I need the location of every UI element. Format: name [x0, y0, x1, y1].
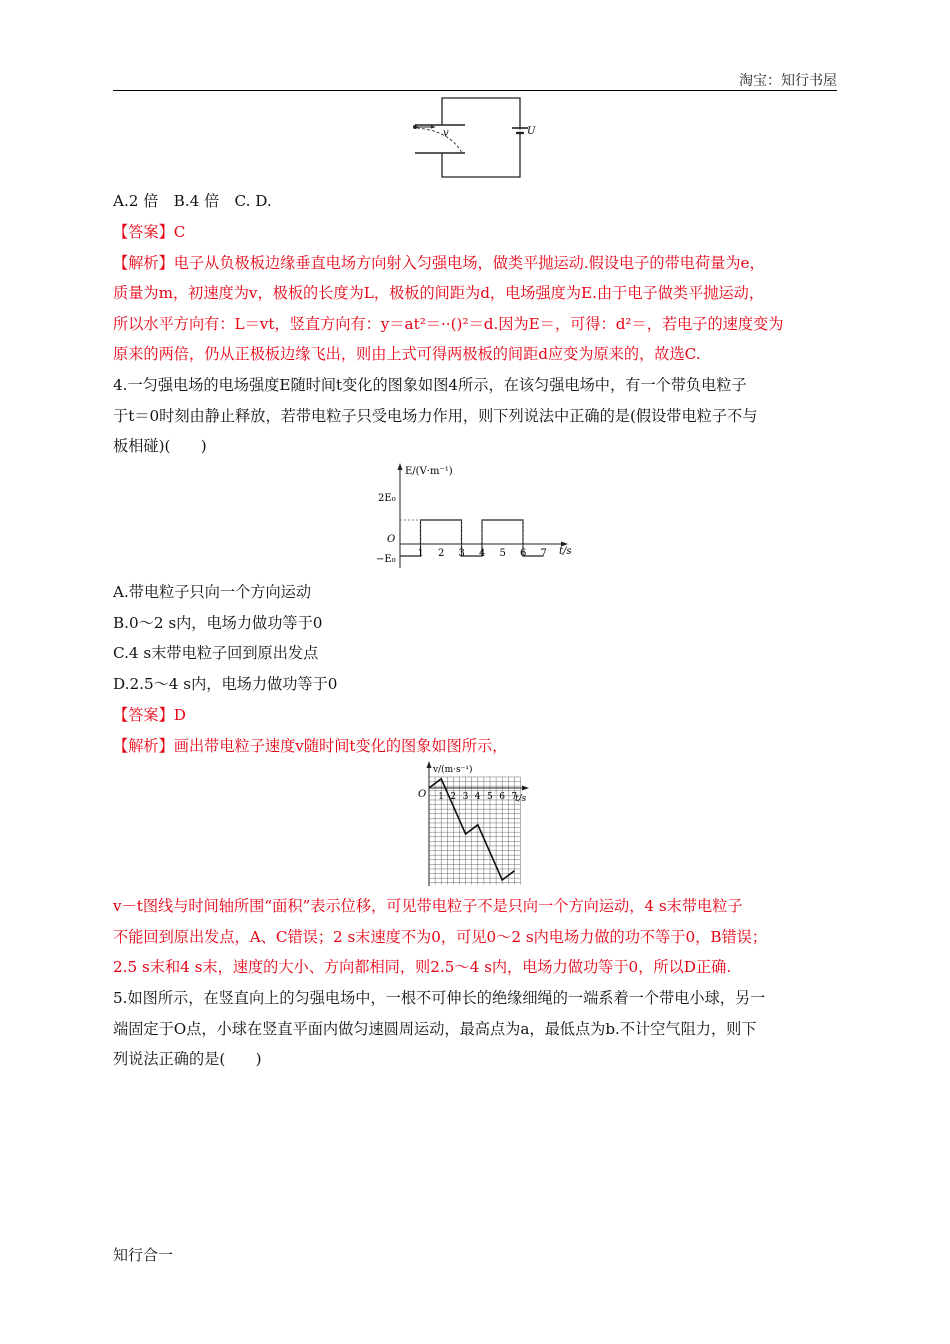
et-x-label: t/s [559, 546, 572, 557]
trajectory-curve [417, 128, 462, 153]
et-x-tick-5: 5 [499, 548, 506, 559]
et-x-tick-4: 4 [479, 548, 486, 559]
et-x-tick-1: 1 [417, 548, 424, 559]
et-y-tick-2e0: 2E₀ [378, 493, 396, 504]
vt-x-label: t/s [515, 794, 527, 804]
e-t-chart [370, 460, 585, 572]
q4-answer-value: D [173, 706, 186, 724]
vt-x-tick-1: 1 [438, 792, 444, 802]
q4-option-c: C.4 s末带电粒子回到原出发点 [113, 644, 319, 662]
v-t-chart [415, 760, 540, 890]
et-y-tick-neg-e0: −E₀ [376, 554, 396, 565]
q3-analysis-label: 【解析】 [113, 254, 174, 272]
et-x-tick-7: 7 [540, 548, 547, 559]
q4-analysis-intro: 【解析】画出带电粒子速度v随时间t变化的图象如图所示， [113, 737, 508, 755]
q4-answer [113, 705, 837, 725]
q4-analysis-line-2: 不能回到原出发点，A、C错误；2 s末速度不为0，可见0～2 s内电场力做的功不等于0，B错误； [113, 928, 768, 946]
q3-analysis-line-2: 质量为m，初速度为v，极板的长度为L，极板的间距为d，电场强度为E.由于电子做类平抛运动， [113, 284, 765, 302]
u-label: U [527, 126, 536, 137]
q3-answer [113, 222, 837, 242]
q4-stem-line-1: 4.一匀强电场的电场强度E随时间t变化的图象如图4所示，在该匀强电场中，有一个带负电粒子 [113, 376, 747, 394]
q4-analysis-label: 【解析】 [113, 737, 174, 755]
q3-answer-label: 【答案】 [113, 223, 174, 241]
q4-answer-label: 【答案】 [113, 706, 174, 724]
vt-x-tick-6: 6 [499, 792, 505, 802]
circuit-figure [405, 95, 536, 180]
electron-dot [413, 125, 417, 129]
vt-x-tick-4: 4 [474, 792, 481, 802]
vt-origin-label: O [418, 789, 427, 800]
vt-x-tick-7: 7 [511, 792, 518, 802]
et-x-tick-2: 2 [438, 548, 445, 559]
header-rule [113, 90, 837, 91]
q4-stem-line-3: 板相碰)( ) [113, 437, 207, 455]
q5-stem-line-2: 端固定于O点，小球在竖直平面内做匀速圆周运动，最高点为a，最低点为b.不计空气阻力，则下 [113, 1020, 757, 1038]
q3-analysis-line-3: 所以水平方向有：L＝vt，竖直方向有：y＝at²＝··()²＝d.因为E＝，可得：d²＝，若电子的速度变为 [113, 315, 784, 333]
q5-stem-line-1: 5.如图所示，在竖直向上的匀强电场中，一根不可伸长的绝缘细绳的一端系着一个带电小球，另一 [113, 989, 766, 1007]
q4-option-b: B.0～2 s内，电场力做功等于0 [113, 614, 323, 632]
q3-options: A.2 倍 B.4 倍 C. D. [113, 192, 272, 210]
q4-option-a: A.带电粒子只向一个方向运动 [113, 583, 312, 601]
q5-stem-line-3: 列说法正确的是( ) [113, 1050, 262, 1068]
q4-stem-line-2: 于t＝0时刻由静止释放，若带电粒子只受电场力作用，则下列说法中正确的是(假设带电粒子不与 [113, 407, 758, 425]
circuit-wire [442, 98, 520, 177]
q4-option-d: D.2.5～4 s内，电场力做功等于0 [113, 675, 338, 693]
footer-text: 知行合一 [113, 1246, 174, 1264]
vt-x-tick-2: 2 [450, 792, 457, 802]
vt-y-label: v/(m·s⁻¹) [433, 765, 473, 775]
vt-x-tick-5: 5 [487, 792, 493, 802]
header-text: 淘宝：知行书屋 [739, 73, 837, 89]
et-origin-label: O [387, 534, 396, 545]
vt-x-tick-3: 3 [462, 792, 469, 802]
q4-analysis-line-1: v－t图线与时间轴所围“面积”表示位移，可见带电粒子不是只向一个方向运动，4 s末带电粒子 [113, 897, 743, 915]
q3-analysis-line-4: 原来的两倍，仍从正极板边缘飞出，则由上式可得两极板的间距d应变为原来的，故选C. [113, 345, 701, 363]
et-x-tick-3: 3 [458, 548, 465, 559]
q3-analysis-line-1: 【解析】电子从负极板边缘垂直电场方向射入匀强电场，做类平抛运动.假设电子的带电荷量为e， [113, 254, 765, 272]
q4-analysis-line-3: 2.5 s末和4 s末，速度的大小、方向都相同，则2.5～4 s内，电场力做功等于0，所以D正确. [113, 958, 732, 976]
v-label: v [443, 128, 449, 139]
et-y-label: E/(V·m⁻¹) [405, 466, 453, 477]
et-x-tick-6: 6 [520, 548, 527, 559]
q3-answer-value: C [173, 223, 186, 241]
